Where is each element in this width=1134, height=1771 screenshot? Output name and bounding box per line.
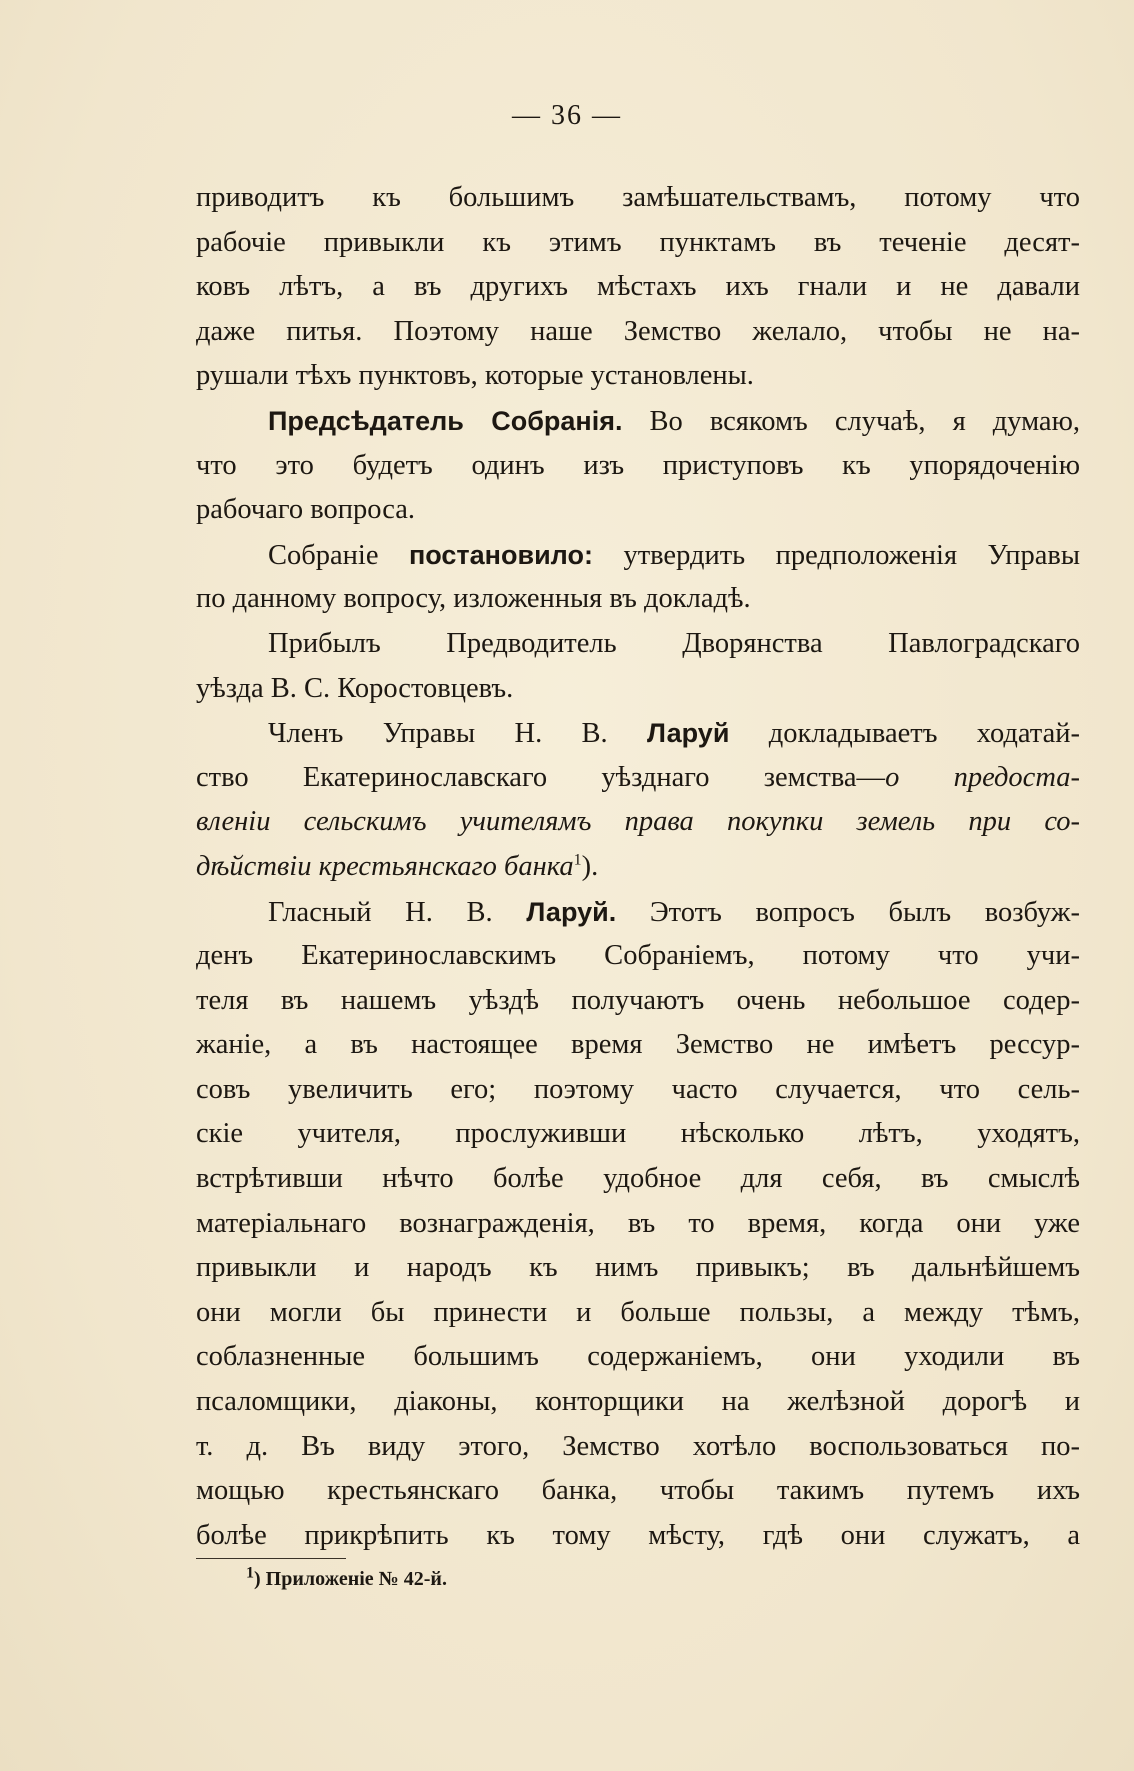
line-text: Членъ Управы Н. В. xyxy=(268,718,648,750)
text-line xyxy=(196,1068,1080,1113)
text-line xyxy=(196,622,1080,667)
line-text: совъ увеличить его; поэтому часто случается, что сель- xyxy=(196,1073,1080,1105)
text-line xyxy=(196,1425,1080,1470)
footnote-text: ) Приложеніе № 42-й. xyxy=(254,1568,447,1590)
line-text: теля въ нашемъ уѣздѣ получаютъ очень небольшое содер- xyxy=(196,984,1080,1016)
line-text: ковъ лѣтъ, а въ другихъ мѣстахъ ихъ гнали и не давали xyxy=(196,271,1080,303)
text-line xyxy=(196,756,1080,801)
line-bold: Ларуй. xyxy=(526,896,617,927)
line-italic: дѣйствіи крестьянскаго банка xyxy=(196,850,574,882)
line-text: приводитъ къ большимъ замѣшательствамъ, потому что xyxy=(196,182,1080,213)
text-line xyxy=(196,800,1080,845)
footnote-mark: 1 xyxy=(246,1564,254,1582)
text-line xyxy=(196,354,1080,399)
text-line xyxy=(196,444,1080,489)
line-text: даже питья. Поэтому наше Земство желало, чтобы не на- xyxy=(196,315,1080,347)
line-text: матеріальнаго вознагражденія, въ то время, когда они уже xyxy=(196,1207,1080,1239)
text-line xyxy=(196,890,1080,935)
line-text: они могли бы принести и больше пользы, а между тѣмъ, xyxy=(196,1296,1080,1328)
line-after: утвердить предположенія Управы xyxy=(592,539,1080,571)
line-after: ). xyxy=(581,850,599,882)
text-line xyxy=(196,1023,1080,1068)
footnote xyxy=(246,1564,447,1594)
footnote-divider xyxy=(196,1558,346,1559)
text-line xyxy=(196,1246,1080,1291)
text-line xyxy=(196,1514,1080,1559)
text-line xyxy=(196,667,1080,712)
text-line xyxy=(196,533,1080,578)
text-line xyxy=(196,488,1080,533)
text-line xyxy=(196,979,1080,1024)
text-line xyxy=(196,1291,1080,1336)
line-text: привыкли и народъ къ нимъ привыкъ; въ дальнѣйшемъ xyxy=(196,1252,1080,1284)
text-line xyxy=(196,1157,1080,1202)
page-number: — 36 — xyxy=(512,100,622,131)
line-text: что это будетъ одинъ изъ приступовъ къ упорядоченію xyxy=(196,449,1080,481)
text-line xyxy=(196,1202,1080,1247)
text-line xyxy=(196,265,1080,310)
line-bold: постановило: xyxy=(408,539,593,570)
line-text: встрѣтивши нѣчто болѣе удобное для себя, въ смыслѣ xyxy=(196,1163,1080,1195)
line-text: ство Екатеринославскаго уѣзднаго земства— xyxy=(196,761,886,793)
line-text: Прибылъ Предводитель Дворянства Павлоградскаго xyxy=(268,627,1080,659)
line-text: скіе учителя, прослуживши нѣсколько лѣтъ, уходятъ, xyxy=(196,1118,1080,1150)
line-bold: Ларуй xyxy=(647,718,730,749)
line-text: Во всякомъ случаѣ, я думаю, xyxy=(622,405,1080,437)
text-line xyxy=(196,176,1080,221)
line-text: т. д. Въ виду этого, Земство хотѣло воспользоваться по- xyxy=(196,1430,1080,1462)
line-after: докладываетъ ходатай- xyxy=(729,718,1080,750)
text-line xyxy=(196,1335,1080,1380)
line-text: рабочаго вопроса. xyxy=(196,494,415,526)
text-line xyxy=(196,1469,1080,1514)
text-line xyxy=(196,1380,1080,1425)
text-line xyxy=(196,221,1080,266)
text-line xyxy=(196,1112,1080,1157)
body-text xyxy=(196,176,1080,1558)
line-text: мощью крестьянскаго банка, чтобы такимъ путемъ ихъ xyxy=(196,1475,1080,1507)
line-text: Собраніе xyxy=(268,539,409,571)
line-italic: о предоста- xyxy=(885,761,1080,793)
line-after: Этотъ вопросъ былъ возбуж- xyxy=(616,896,1080,928)
text-line xyxy=(196,577,1080,622)
line-text: Гласный Н. В. xyxy=(268,896,527,928)
line-text: денъ Екатеринославскимъ Собраніемъ, потому что учи- xyxy=(196,940,1080,972)
line-sup: 1 xyxy=(573,851,582,869)
line-text: псаломщики, діаконы, конторщики на желѣзной дорогѣ и xyxy=(196,1386,1080,1418)
text-line xyxy=(196,934,1080,979)
line-text: жаніе, а въ настоящее время Земство не имѣетъ рессур- xyxy=(196,1029,1080,1061)
line-text: рушали тѣхъ пунктовъ, которые установлены. xyxy=(196,360,754,392)
line-text: болѣе прикрѣпить къ тому мѣсту, гдѣ они служатъ, а xyxy=(196,1519,1080,1551)
line-text: соблазненные большимъ содержаніемъ, они уходили въ xyxy=(196,1341,1080,1373)
line-italic: вленіи сельскимъ учителямъ права покупки земель при со- xyxy=(196,806,1080,838)
text-line xyxy=(196,399,1080,444)
line-text: рабочіе привыкли къ этимъ пунктамъ въ теченіе десят- xyxy=(196,226,1080,258)
line-bold: Предсѣдатель Собранія. xyxy=(268,405,623,436)
text-line xyxy=(196,711,1080,756)
line-text: по данному вопросу, изложенныя въ докладѣ. xyxy=(196,583,751,615)
text-line xyxy=(196,845,1080,890)
text-line xyxy=(196,310,1080,355)
line-text: уѣзда В. С. Коростовцевъ. xyxy=(196,672,514,704)
